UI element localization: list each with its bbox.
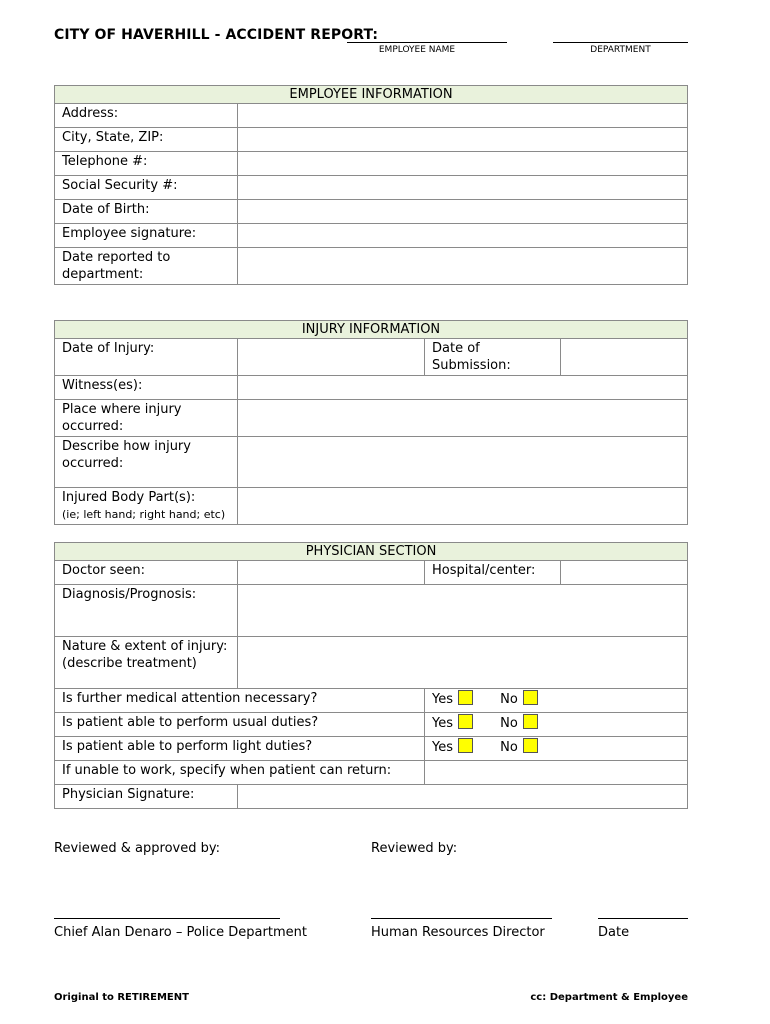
hr-director-signature-line[interactable]: [371, 918, 552, 919]
physician-section-table: [54, 542, 688, 809]
social-security-input[interactable]: [238, 176, 688, 200]
injured-body-parts-hint: (ie; left hand; right hand; etc): [62, 508, 226, 521]
witnesses-input[interactable]: [238, 376, 688, 400]
city-state-zip-label: City, State, ZIP:: [55, 128, 238, 152]
nature-extent-input[interactable]: [238, 637, 688, 689]
diagnosis-input[interactable]: [238, 585, 688, 637]
date-reported-label: Date reported to department:: [55, 248, 238, 285]
hospital-center-input[interactable]: [561, 561, 688, 585]
describe-injury-label: Describe how injury occurred:: [55, 437, 238, 488]
hr-director-label: Human Resources Director: [371, 925, 545, 940]
question-light-duties: Is patient able to perform light duties?: [55, 737, 425, 761]
city-state-zip-input[interactable]: [238, 128, 688, 152]
date-of-injury-label: Date of Injury:: [55, 339, 238, 376]
employee-name-label: EMPLOYEE NAME: [378, 45, 456, 55]
employee-information-table: [54, 85, 688, 285]
physician-section-heading: PHYSICIAN SECTION: [55, 543, 688, 561]
return-to-work-label: If unable to work, specify when patient can return:: [55, 761, 425, 785]
department-field[interactable]: [553, 42, 688, 43]
social-security-label: Social Security #:: [55, 176, 238, 200]
footer-cc: cc: Department & Employee: [530, 992, 688, 1003]
nature-extent-cell: [55, 637, 238, 689]
answer-usual-duties: [425, 713, 688, 737]
yes-checkbox[interactable]: [458, 738, 473, 753]
injury-information-heading: INJURY INFORMATION: [55, 321, 688, 339]
date-reported-input[interactable]: [238, 248, 688, 285]
diagnosis-label: Diagnosis/Prognosis:: [55, 585, 238, 637]
employee-signature-label: Employee signature:: [55, 224, 238, 248]
department-label: DEPARTMENT: [590, 45, 651, 55]
question-usual-duties: Is patient able to perform usual duties?: [55, 713, 425, 737]
reviewed-approved-label: Reviewed & approved by:: [54, 841, 220, 856]
employee-information-heading: EMPLOYEE INFORMATION: [55, 86, 688, 104]
address-input[interactable]: [238, 104, 688, 128]
injured-body-parts-cell: [55, 488, 238, 525]
employee-name-field[interactable]: [347, 42, 507, 43]
hospital-center-label: Hospital/center:: [425, 561, 561, 585]
chief-signature-label: Chief Alan Denaro – Police Department: [54, 925, 307, 940]
reviewed-by-label: Reviewed by:: [371, 841, 458, 856]
date-label: Date: [598, 925, 630, 940]
no-label: No: [500, 692, 518, 707]
injury-information-table: [54, 320, 688, 525]
doctor-seen-input[interactable]: [238, 561, 425, 585]
form-title: CITY OF HAVERHILL - ACCIDENT REPORT:: [54, 27, 379, 43]
physician-signature-label: Physician Signature:: [55, 785, 238, 809]
yes-label: Yes: [432, 692, 453, 707]
no-checkbox[interactable]: [523, 738, 538, 753]
date-signature-line[interactable]: [598, 918, 688, 919]
injured-body-parts-input[interactable]: [238, 488, 688, 525]
answer-further-medical: [425, 689, 688, 713]
date-of-injury-input[interactable]: [238, 339, 425, 376]
physician-signature-input[interactable]: [238, 785, 688, 809]
date-of-submission-input[interactable]: [561, 339, 688, 376]
yes-checkbox[interactable]: [458, 690, 473, 705]
place-of-injury-label: Place where injury occurred:: [55, 400, 238, 437]
return-to-work-input[interactable]: [425, 761, 688, 785]
telephone-label: Telephone #:: [55, 152, 238, 176]
no-label: No: [500, 740, 518, 755]
injured-body-parts-label: Injured Body Part(s):: [62, 490, 196, 505]
place-of-injury-input[interactable]: [238, 400, 688, 437]
doctor-seen-label: Doctor seen:: [55, 561, 238, 585]
nature-extent-label: Nature & extent of injury:: [62, 639, 228, 654]
answer-light-duties: [425, 737, 688, 761]
yes-label: Yes: [432, 716, 453, 731]
address-label: Address:: [55, 104, 238, 128]
employee-signature-input[interactable]: [238, 224, 688, 248]
chief-signature-line[interactable]: [54, 918, 280, 919]
question-further-medical: Is further medical attention necessary?: [55, 689, 425, 713]
telephone-input[interactable]: [238, 152, 688, 176]
date-of-birth-input[interactable]: [238, 200, 688, 224]
nature-extent-hint: (describe treatment): [62, 656, 197, 671]
yes-checkbox[interactable]: [458, 714, 473, 729]
yes-label: Yes: [432, 740, 453, 755]
date-of-submission-label: Date of Submission:: [425, 339, 561, 376]
date-of-birth-label: Date of Birth:: [55, 200, 238, 224]
no-checkbox[interactable]: [523, 714, 538, 729]
witnesses-label: Witness(es):: [55, 376, 238, 400]
no-checkbox[interactable]: [523, 690, 538, 705]
footer-original-to: Original to RETIREMENT: [54, 992, 189, 1003]
no-label: No: [500, 716, 518, 731]
describe-injury-input[interactable]: [238, 437, 688, 488]
